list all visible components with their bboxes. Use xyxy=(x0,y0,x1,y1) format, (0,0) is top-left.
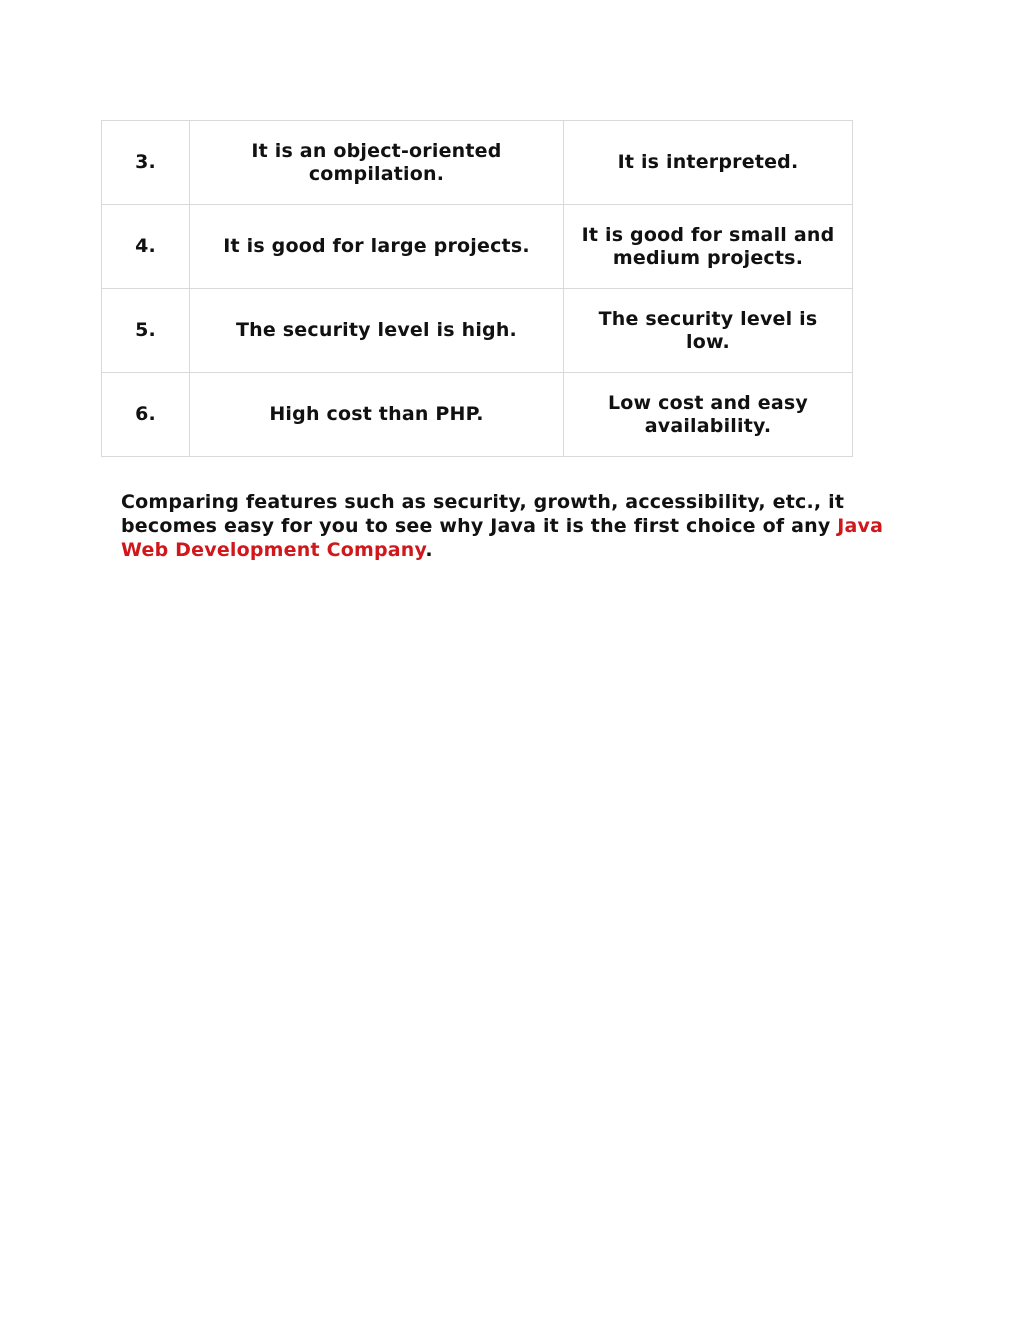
php-cell: It is interpreted. xyxy=(564,121,853,205)
java-web-development-company-link[interactable]: Java Web Development Company xyxy=(121,515,884,561)
java-cell: The security level is high. xyxy=(190,289,564,373)
java-cell: High cost than PHP. xyxy=(190,373,564,457)
php-cell: The security level is low. xyxy=(564,289,853,373)
table-row xyxy=(102,205,853,289)
php-cell: It is good for small and medium projects. xyxy=(564,205,853,289)
table-row xyxy=(102,121,853,205)
row-number-cell: 5. xyxy=(102,289,190,373)
row-number-cell: 4. xyxy=(102,205,190,289)
row-number-cell: 6. xyxy=(102,373,190,457)
java-cell: It is good for large projects. xyxy=(190,205,564,289)
table-row xyxy=(102,289,853,373)
row-number-cell: 3. xyxy=(102,121,190,205)
comparison-table xyxy=(101,120,853,457)
paragraph-end: . xyxy=(425,539,433,561)
summary-paragraph xyxy=(121,490,911,562)
table-row xyxy=(102,373,853,457)
java-cell: It is an object-oriented compilation. xyxy=(190,121,564,205)
php-cell: Low cost and easy availability. xyxy=(564,373,853,457)
paragraph-text: Comparing features such as security, growth, accessibility, etc., it becomes easy for you to see why Java it is the first choice of any xyxy=(121,491,845,537)
